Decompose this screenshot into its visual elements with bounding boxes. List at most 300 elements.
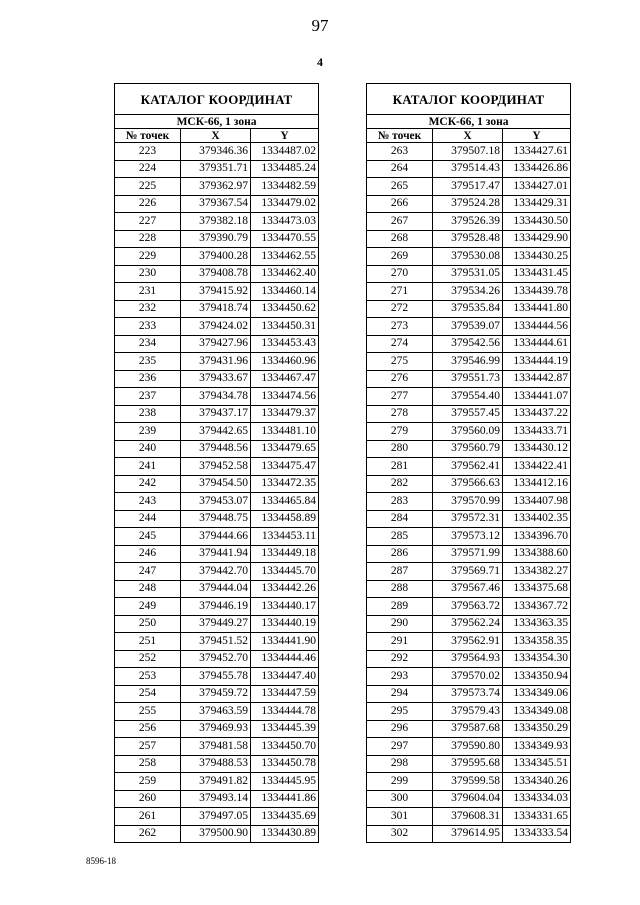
y-coordinate-cell: 1334437.22 <box>503 405 571 423</box>
point-number-cell: 293 <box>367 668 433 686</box>
x-coordinate-cell: 379530.08 <box>433 248 503 266</box>
y-coordinate-cell: 1334482.59 <box>251 178 319 196</box>
point-number-cell: 231 <box>115 283 181 301</box>
y-coordinate-cell: 1334350.94 <box>503 668 571 686</box>
column-header-x: X <box>181 129 251 143</box>
x-coordinate-cell: 379431.96 <box>181 353 251 371</box>
x-coordinate-cell: 379469.93 <box>181 720 251 738</box>
y-coordinate-cell: 1334475.47 <box>251 458 319 476</box>
y-coordinate-cell: 1334453.11 <box>251 528 319 546</box>
table-row <box>115 283 319 301</box>
point-number-cell: 248 <box>115 580 181 598</box>
table-row <box>115 773 319 791</box>
x-coordinate-cell: 379531.05 <box>433 265 503 283</box>
y-coordinate-cell: 1334427.61 <box>503 143 571 161</box>
table-body <box>367 143 571 843</box>
x-coordinate-cell: 379390.79 <box>181 230 251 248</box>
y-coordinate-cell: 1334363.35 <box>503 615 571 633</box>
table-row <box>367 825 571 843</box>
point-number-cell: 251 <box>115 633 181 651</box>
x-coordinate-cell: 379579.43 <box>433 703 503 721</box>
point-number-cell: 294 <box>367 685 433 703</box>
table-row <box>367 230 571 248</box>
point-number-cell: 279 <box>367 423 433 441</box>
point-number-cell: 237 <box>115 388 181 406</box>
x-coordinate-cell: 379442.65 <box>181 423 251 441</box>
x-coordinate-cell: 379491.82 <box>181 773 251 791</box>
coordinate-zone: МСК-66, 1 зона <box>115 115 319 129</box>
point-number-cell: 284 <box>367 510 433 528</box>
point-number-cell: 298 <box>367 755 433 773</box>
column-header-y: Y <box>251 129 319 143</box>
table-row <box>115 213 319 231</box>
point-number-cell: 273 <box>367 318 433 336</box>
y-coordinate-cell: 1334460.96 <box>251 353 319 371</box>
x-coordinate-cell: 379534.26 <box>433 283 503 301</box>
point-number-cell: 225 <box>115 178 181 196</box>
y-coordinate-cell: 1334375.68 <box>503 580 571 598</box>
y-coordinate-cell: 1334481.10 <box>251 423 319 441</box>
y-coordinate-cell: 1334450.31 <box>251 318 319 336</box>
y-coordinate-cell: 1334442.87 <box>503 370 571 388</box>
y-coordinate-cell: 1334334.03 <box>503 790 571 808</box>
table-row <box>115 230 319 248</box>
point-number-cell: 278 <box>367 405 433 423</box>
x-coordinate-cell: 379500.90 <box>181 825 251 843</box>
y-coordinate-cell: 1334333.54 <box>503 825 571 843</box>
y-coordinate-cell: 1334474.56 <box>251 388 319 406</box>
y-coordinate-cell: 1334450.78 <box>251 755 319 773</box>
table-row <box>367 790 571 808</box>
y-coordinate-cell: 1334444.19 <box>503 353 571 371</box>
y-coordinate-cell: 1334444.46 <box>251 650 319 668</box>
x-coordinate-cell: 379463.59 <box>181 703 251 721</box>
y-coordinate-cell: 1334349.93 <box>503 738 571 756</box>
x-coordinate-cell: 379346.36 <box>181 143 251 161</box>
y-coordinate-cell: 1334462.55 <box>251 248 319 266</box>
table-row <box>367 563 571 581</box>
x-coordinate-cell: 379362.97 <box>181 178 251 196</box>
table-row <box>367 405 571 423</box>
x-coordinate-cell: 379424.02 <box>181 318 251 336</box>
table-row <box>115 493 319 511</box>
y-coordinate-cell: 1334349.08 <box>503 703 571 721</box>
point-number-cell: 272 <box>367 300 433 318</box>
point-number-cell: 299 <box>367 773 433 791</box>
y-coordinate-cell: 1334479.37 <box>251 405 319 423</box>
table-row <box>367 493 571 511</box>
table-row <box>367 510 571 528</box>
x-coordinate-cell: 379452.70 <box>181 650 251 668</box>
x-coordinate-cell: 379449.27 <box>181 615 251 633</box>
point-number-cell: 274 <box>367 335 433 353</box>
table-row <box>115 738 319 756</box>
table-row <box>367 615 571 633</box>
y-coordinate-cell: 1334422.41 <box>503 458 571 476</box>
y-coordinate-cell: 1334479.02 <box>251 195 319 213</box>
point-number-cell: 297 <box>367 738 433 756</box>
x-coordinate-cell: 379590.80 <box>433 738 503 756</box>
table-row <box>115 808 319 826</box>
point-number-cell: 276 <box>367 370 433 388</box>
y-coordinate-cell: 1334431.45 <box>503 265 571 283</box>
x-coordinate-cell: 379528.48 <box>433 230 503 248</box>
y-coordinate-cell: 1334440.17 <box>251 598 319 616</box>
table-row <box>367 528 571 546</box>
table-row <box>367 668 571 686</box>
x-coordinate-cell: 379448.75 <box>181 510 251 528</box>
x-coordinate-cell: 379562.24 <box>433 615 503 633</box>
y-coordinate-cell: 1334367.72 <box>503 598 571 616</box>
table-row <box>115 633 319 651</box>
x-coordinate-cell: 379595.68 <box>433 755 503 773</box>
x-coordinate-cell: 379514.43 <box>433 160 503 178</box>
y-coordinate-cell: 1334412.16 <box>503 475 571 493</box>
x-coordinate-cell: 379434.78 <box>181 388 251 406</box>
table-row <box>367 580 571 598</box>
x-coordinate-cell: 379441.94 <box>181 545 251 563</box>
x-coordinate-cell: 379573.74 <box>433 685 503 703</box>
y-coordinate-cell: 1334435.69 <box>251 808 319 826</box>
x-coordinate-cell: 379453.07 <box>181 493 251 511</box>
y-coordinate-cell: 1334465.84 <box>251 493 319 511</box>
table-row <box>115 423 319 441</box>
x-coordinate-cell: 379599.58 <box>433 773 503 791</box>
point-number-cell: 241 <box>115 458 181 476</box>
point-number-cell: 230 <box>115 265 181 283</box>
table-row <box>115 178 319 196</box>
x-coordinate-cell: 379517.47 <box>433 178 503 196</box>
y-coordinate-cell: 1334349.06 <box>503 685 571 703</box>
table-row <box>367 633 571 651</box>
x-coordinate-cell: 379408.78 <box>181 265 251 283</box>
x-coordinate-cell: 379539.07 <box>433 318 503 336</box>
x-coordinate-cell: 379557.45 <box>433 405 503 423</box>
point-number-cell: 228 <box>115 230 181 248</box>
table-row <box>115 475 319 493</box>
point-number-cell: 271 <box>367 283 433 301</box>
x-coordinate-cell: 379427.96 <box>181 335 251 353</box>
point-number-cell: 245 <box>115 528 181 546</box>
table-row <box>367 370 571 388</box>
table-row <box>115 195 319 213</box>
x-coordinate-cell: 379564.93 <box>433 650 503 668</box>
table-row <box>367 353 571 371</box>
table-row <box>367 248 571 266</box>
point-number-cell: 256 <box>115 720 181 738</box>
y-coordinate-cell: 1334358.35 <box>503 633 571 651</box>
point-number-cell: 246 <box>115 545 181 563</box>
x-coordinate-cell: 379526.39 <box>433 213 503 231</box>
x-coordinate-cell: 379554.40 <box>433 388 503 406</box>
table-row <box>115 143 319 161</box>
point-number-cell: 242 <box>115 475 181 493</box>
point-number-cell: 249 <box>115 598 181 616</box>
y-coordinate-cell: 1334429.31 <box>503 195 571 213</box>
y-coordinate-cell: 1334350.29 <box>503 720 571 738</box>
y-coordinate-cell: 1334447.40 <box>251 668 319 686</box>
y-coordinate-cell: 1334441.90 <box>251 633 319 651</box>
y-coordinate-cell: 1334354.30 <box>503 650 571 668</box>
y-coordinate-cell: 1334440.19 <box>251 615 319 633</box>
x-coordinate-cell: 379481.58 <box>181 738 251 756</box>
y-coordinate-cell: 1334485.24 <box>251 160 319 178</box>
table-row <box>367 335 571 353</box>
table-row <box>115 440 319 458</box>
point-number-cell: 283 <box>367 493 433 511</box>
y-coordinate-cell: 1334450.62 <box>251 300 319 318</box>
table-row <box>115 545 319 563</box>
x-coordinate-cell: 379563.72 <box>433 598 503 616</box>
table-row <box>115 160 319 178</box>
point-number-cell: 270 <box>367 265 433 283</box>
point-number-cell: 232 <box>115 300 181 318</box>
x-coordinate-cell: 379442.70 <box>181 563 251 581</box>
x-coordinate-cell: 379560.09 <box>433 423 503 441</box>
table-row <box>115 300 319 318</box>
x-coordinate-cell: 379562.91 <box>433 633 503 651</box>
y-coordinate-cell: 1334467.47 <box>251 370 319 388</box>
y-coordinate-cell: 1334340.26 <box>503 773 571 791</box>
point-number-cell: 286 <box>367 545 433 563</box>
x-coordinate-cell: 379459.72 <box>181 685 251 703</box>
y-coordinate-cell: 1334439.78 <box>503 283 571 301</box>
table-row <box>367 720 571 738</box>
y-coordinate-cell: 1334430.25 <box>503 248 571 266</box>
point-number-cell: 239 <box>115 423 181 441</box>
x-coordinate-cell: 379608.31 <box>433 808 503 826</box>
table-row <box>115 265 319 283</box>
table-row <box>367 545 571 563</box>
y-coordinate-cell: 1334402.35 <box>503 510 571 528</box>
x-coordinate-cell: 379524.28 <box>433 195 503 213</box>
x-coordinate-cell: 379454.50 <box>181 475 251 493</box>
table-row <box>367 318 571 336</box>
table-row <box>367 755 571 773</box>
point-number-cell: 253 <box>115 668 181 686</box>
point-number-cell: 291 <box>367 633 433 651</box>
y-coordinate-cell: 1334460.14 <box>251 283 319 301</box>
x-coordinate-cell: 379367.54 <box>181 195 251 213</box>
x-coordinate-cell: 379567.46 <box>433 580 503 598</box>
point-number-cell: 268 <box>367 230 433 248</box>
table-row <box>115 650 319 668</box>
point-number-cell: 292 <box>367 650 433 668</box>
table-row <box>115 458 319 476</box>
table-row <box>367 738 571 756</box>
point-number-cell: 252 <box>115 650 181 668</box>
point-number-cell: 289 <box>367 598 433 616</box>
point-number-cell: 235 <box>115 353 181 371</box>
point-number-cell: 263 <box>367 143 433 161</box>
point-number-cell: 267 <box>367 213 433 231</box>
point-number-cell: 238 <box>115 405 181 423</box>
y-coordinate-cell: 1334447.59 <box>251 685 319 703</box>
point-number-cell: 280 <box>367 440 433 458</box>
y-coordinate-cell: 1334382.27 <box>503 563 571 581</box>
point-number-cell: 247 <box>115 563 181 581</box>
table-row <box>115 388 319 406</box>
point-number-cell: 236 <box>115 370 181 388</box>
point-number-cell: 255 <box>115 703 181 721</box>
table-row <box>367 685 571 703</box>
y-coordinate-cell: 1334445.95 <box>251 773 319 791</box>
catalog-title: КАТАЛОГ КООРДИНАТ <box>115 84 319 115</box>
x-coordinate-cell: 379587.68 <box>433 720 503 738</box>
table-row <box>115 405 319 423</box>
y-coordinate-cell: 1334479.65 <box>251 440 319 458</box>
document-code: 8596-18 <box>86 856 116 866</box>
y-coordinate-cell: 1334444.56 <box>503 318 571 336</box>
y-coordinate-cell: 1334429.90 <box>503 230 571 248</box>
y-coordinate-cell: 1334470.55 <box>251 230 319 248</box>
table-row <box>115 720 319 738</box>
column-header-y: Y <box>503 129 571 143</box>
x-coordinate-cell: 379551.73 <box>433 370 503 388</box>
y-coordinate-cell: 1334444.78 <box>251 703 319 721</box>
table-row <box>115 528 319 546</box>
x-coordinate-cell: 379444.66 <box>181 528 251 546</box>
point-number-cell: 300 <box>367 790 433 808</box>
x-coordinate-cell: 379507.18 <box>433 143 503 161</box>
x-coordinate-cell: 379451.52 <box>181 633 251 651</box>
y-coordinate-cell: 1334472.35 <box>251 475 319 493</box>
x-coordinate-cell: 379455.78 <box>181 668 251 686</box>
x-coordinate-cell: 379542.56 <box>433 335 503 353</box>
table-row <box>367 178 571 196</box>
x-coordinate-cell: 379488.53 <box>181 755 251 773</box>
point-number-cell: 234 <box>115 335 181 353</box>
x-coordinate-cell: 379433.67 <box>181 370 251 388</box>
y-coordinate-cell: 1334441.07 <box>503 388 571 406</box>
y-coordinate-cell: 1334430.89 <box>251 825 319 843</box>
point-number-cell: 277 <box>367 388 433 406</box>
point-number-cell: 233 <box>115 318 181 336</box>
point-number-cell: 295 <box>367 703 433 721</box>
table-row <box>115 790 319 808</box>
point-number-cell: 260 <box>115 790 181 808</box>
x-coordinate-cell: 379437.17 <box>181 405 251 423</box>
y-coordinate-cell: 1334473.03 <box>251 213 319 231</box>
x-coordinate-cell: 379566.63 <box>433 475 503 493</box>
table-row <box>115 353 319 371</box>
point-number-cell: 301 <box>367 808 433 826</box>
section-number: 4 <box>317 55 323 69</box>
y-coordinate-cell: 1334462.40 <box>251 265 319 283</box>
y-coordinate-cell: 1334458.89 <box>251 510 319 528</box>
table-row <box>115 510 319 528</box>
y-coordinate-cell: 1334388.60 <box>503 545 571 563</box>
point-number-cell: 224 <box>115 160 181 178</box>
coordinate-zone: МСК-66, 1 зона <box>367 115 571 129</box>
point-number-cell: 262 <box>115 825 181 843</box>
table-row <box>367 300 571 318</box>
table-row <box>115 685 319 703</box>
point-number-cell: 288 <box>367 580 433 598</box>
point-number-cell: 261 <box>115 808 181 826</box>
table-row <box>367 213 571 231</box>
table-row <box>115 825 319 843</box>
y-coordinate-cell: 1334453.43 <box>251 335 319 353</box>
x-coordinate-cell: 379415.92 <box>181 283 251 301</box>
point-number-cell: 243 <box>115 493 181 511</box>
table-row <box>367 388 571 406</box>
point-number-cell: 285 <box>367 528 433 546</box>
table-row <box>115 668 319 686</box>
table-row <box>367 440 571 458</box>
point-number-cell: 254 <box>115 685 181 703</box>
x-coordinate-cell: 379614.95 <box>433 825 503 843</box>
x-coordinate-cell: 379446.19 <box>181 598 251 616</box>
table-row <box>115 755 319 773</box>
table-row <box>367 458 571 476</box>
x-coordinate-cell: 379400.28 <box>181 248 251 266</box>
table-row <box>367 773 571 791</box>
table-row <box>367 475 571 493</box>
x-coordinate-cell: 379569.71 <box>433 563 503 581</box>
table-row <box>115 703 319 721</box>
coordinate-catalog-table <box>114 83 319 843</box>
point-number-cell: 281 <box>367 458 433 476</box>
table-row <box>367 195 571 213</box>
y-coordinate-cell: 1334449.18 <box>251 545 319 563</box>
x-coordinate-cell: 379535.84 <box>433 300 503 318</box>
y-coordinate-cell: 1334444.61 <box>503 335 571 353</box>
table-row <box>367 160 571 178</box>
y-coordinate-cell: 1334331.65 <box>503 808 571 826</box>
y-coordinate-cell: 1334345.51 <box>503 755 571 773</box>
coordinate-catalog-table <box>366 83 571 843</box>
table-row <box>367 143 571 161</box>
x-coordinate-cell: 379571.99 <box>433 545 503 563</box>
point-number-cell: 229 <box>115 248 181 266</box>
point-number-cell: 244 <box>115 510 181 528</box>
table-row <box>115 370 319 388</box>
table-row <box>367 808 571 826</box>
x-coordinate-cell: 379493.14 <box>181 790 251 808</box>
y-coordinate-cell: 1334430.12 <box>503 440 571 458</box>
table-row <box>115 563 319 581</box>
y-coordinate-cell: 1334450.70 <box>251 738 319 756</box>
y-coordinate-cell: 1334441.80 <box>503 300 571 318</box>
x-coordinate-cell: 379444.04 <box>181 580 251 598</box>
point-number-cell: 226 <box>115 195 181 213</box>
x-coordinate-cell: 379546.99 <box>433 353 503 371</box>
point-number-cell: 257 <box>115 738 181 756</box>
point-number-cell: 259 <box>115 773 181 791</box>
point-number-cell: 287 <box>367 563 433 581</box>
table-row <box>367 283 571 301</box>
y-coordinate-cell: 1334445.39 <box>251 720 319 738</box>
point-number-cell: 240 <box>115 440 181 458</box>
x-coordinate-cell: 379570.99 <box>433 493 503 511</box>
point-number-cell: 258 <box>115 755 181 773</box>
x-coordinate-cell: 379562.41 <box>433 458 503 476</box>
y-coordinate-cell: 1334407.98 <box>503 493 571 511</box>
point-number-cell: 302 <box>367 825 433 843</box>
table-row <box>367 423 571 441</box>
table-row <box>115 580 319 598</box>
table-row <box>367 598 571 616</box>
x-coordinate-cell: 379560.79 <box>433 440 503 458</box>
x-coordinate-cell: 379604.04 <box>433 790 503 808</box>
table-row <box>367 703 571 721</box>
table-row <box>367 650 571 668</box>
page-number: 97 <box>311 16 329 35</box>
point-number-cell: 290 <box>367 615 433 633</box>
catalog-title: КАТАЛОГ КООРДИНАТ <box>367 84 571 115</box>
point-number-cell: 223 <box>115 143 181 161</box>
